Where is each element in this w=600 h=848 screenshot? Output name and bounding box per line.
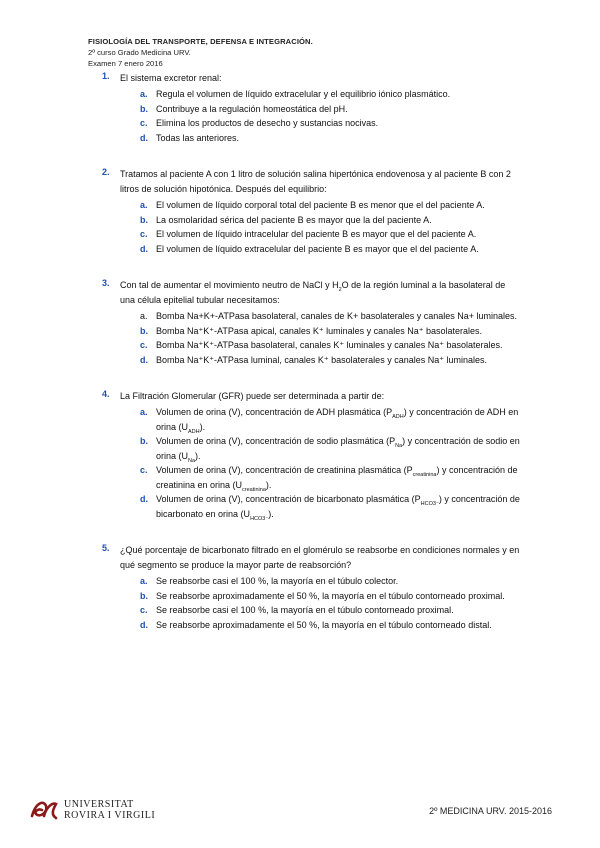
option-text: Se reabsorbe casi el 100 %, la mayoría en el túbulo colector. — [156, 576, 399, 586]
question-number: 4. — [102, 389, 110, 399]
question-number: 5. — [102, 543, 110, 553]
question-text: ¿Qué porcentaje de bicarbonato filtrado en el glomérulo se reabsorbe en condiciones normales y en qué segmento se produce la mayor parte de reabsorción? — [120, 545, 520, 570]
option-c — [102, 338, 522, 353]
option-text: Bomba Na⁺K⁺-ATPasa luminal, canales K⁺ basolaterales y canales Na⁺ luminales. — [156, 354, 487, 365]
option-b — [102, 324, 522, 339]
urv-logo-icon — [30, 796, 58, 822]
question-number: 3. — [102, 278, 110, 288]
exam-date: Examen 7 enero 2016 — [88, 59, 163, 68]
course-title: FISIOLOGÍA DEL TRANSPORTE, DEFENSA E INTEGRACIÓN. — [88, 37, 313, 46]
option-text: El volumen de líquido extracelular del paciente B es mayor que el del paciente A. — [156, 243, 479, 254]
option-a — [102, 405, 522, 434]
option-d — [102, 131, 522, 146]
option-text: El volumen de líquido intracelular del paciente B es mayor que el del paciente A. — [156, 229, 477, 239]
option-text: Volumen de orina (V), concentración de sodio plasmática $(P_{Na})$ y concentración de sodio en orina $(U_{Na})$. — [156, 436, 520, 464]
option-a — [102, 574, 522, 589]
option-a — [102, 87, 522, 102]
option-d — [102, 618, 522, 633]
option-text: Contribuye a la regulación homeostática del pH. — [156, 103, 348, 114]
option-letter: d. — [140, 354, 148, 365]
option-letter: c. — [140, 465, 148, 475]
option-letter: d. — [140, 619, 148, 630]
option-letter: c. — [140, 229, 148, 239]
option-text: Volumen de orina (V), concentración de creatinina plasmática $(P_{creatinina})$ y concentración de creatinina en orina $(U_{creatinina})$. — [156, 465, 518, 493]
question-text: Con tal de aumentar el movimiento neutro de NaCl y $H_2O$ de la región luminal a la basolateral de una célula epitelial tubular necesitamos: — [120, 280, 506, 305]
document-header — [88, 36, 313, 69]
course-subtitle: 2º curso Grado Medicina URV. — [88, 48, 191, 57]
question-2 — [102, 167, 522, 256]
question-text: El sistema excretor renal: — [120, 73, 222, 83]
question-4 — [102, 389, 522, 521]
option-letter: b. — [140, 436, 148, 446]
option-text: La osmolaridad sérica del paciente B es mayor que la del paciente A. — [156, 214, 432, 225]
option-d — [102, 353, 522, 368]
option-letter: b. — [140, 590, 148, 601]
option-c — [102, 116, 522, 131]
option-text: Bomba Na⁺K⁺-ATPasa apical, canales K⁺ luminales y canales Na⁺ basolaterales. — [156, 325, 482, 336]
option-letter: a. — [140, 576, 148, 586]
option-letter: b. — [140, 325, 148, 336]
option-c — [102, 463, 522, 492]
option-letter: a. — [140, 311, 148, 321]
option-d — [102, 242, 522, 257]
option-c — [102, 227, 522, 242]
option-a — [102, 309, 522, 324]
option-text: Se reabsorbe aproximadamente el 50 %, la mayoría en el túbulo contorneado distal. — [156, 619, 492, 630]
footer-course-info: 2º MEDICINA URV. 2015-2016 — [429, 806, 552, 816]
option-letter: b. — [140, 103, 148, 114]
option-text: Todas las anteriores. — [156, 132, 240, 143]
option-letter: b. — [140, 214, 148, 225]
option-b — [102, 213, 522, 228]
university-name: UNIVERSITAT ROVIRA I VIRGILI — [64, 799, 156, 821]
option-letter: a. — [140, 407, 148, 417]
option-text: Se reabsorbe casi el 100 %, la mayoría en el túbulo contorneado proximal. — [156, 605, 454, 615]
university-logo — [30, 796, 170, 822]
option-text: Regula el volumen de líquido extracelular y el equilibrio iónico plasmático. — [156, 89, 451, 99]
question-1 — [102, 71, 522, 145]
question-number: 2. — [102, 167, 110, 177]
option-d — [102, 492, 522, 521]
option-a — [102, 198, 522, 213]
option-text: Volumen de orina (V), concentración de bicarbonato plasmática $(P_{HCO3^-})$ y concentración de bicarbonato en orina $(U_{HCO3^-})$. — [156, 494, 520, 522]
option-letter: c. — [140, 340, 148, 350]
option-c — [102, 603, 522, 618]
option-letter: c. — [140, 605, 148, 615]
option-b — [102, 434, 522, 463]
question-5 — [102, 543, 522, 632]
question-3 — [102, 278, 522, 367]
option-text: Volumen de orina (V), concentración de ADH plasmática $(P_{ADH})$ y concentración de ADH en orina $(U_{ADH})$. — [156, 407, 519, 435]
option-text: El volumen de líquido corporal total del paciente B es menor que el del paciente A. — [156, 200, 485, 210]
option-text: Se reabsorbe aproximadamente el 50 %, la mayoría en el túbulo contorneado proximal. — [156, 590, 505, 601]
question-text: La Filtración Glomerular (GFR) puede ser determinada a partir de: — [120, 391, 385, 401]
question-text: Tratamos al paciente A con 1 litro de solución salina hipertónica endovenosa y al paciente B con 2 litros de solución hipotónica. Después del equilibrio: — [120, 169, 511, 194]
option-text: Elimina los productos de desecho y sustancias nocivas. — [156, 118, 379, 128]
option-letter: a. — [140, 89, 148, 99]
option-letter: d. — [140, 494, 148, 504]
option-letter: c. — [140, 118, 148, 128]
option-text: Bomba Na⁺K⁺-ATPasa basolateral, canales K⁺ luminales y canales Na⁺ basolaterales. — [156, 340, 503, 350]
question-list — [102, 71, 522, 654]
option-letter: a. — [140, 200, 148, 210]
option-letter: d. — [140, 132, 148, 143]
option-b — [102, 589, 522, 604]
option-text: Bomba Na+K+-ATPasa basolateral, canales de K+ basolaterales y canales Na+ luminales. — [156, 311, 518, 321]
question-number: 1. — [102, 71, 110, 81]
option-letter: d. — [140, 243, 148, 254]
option-b — [102, 102, 522, 117]
